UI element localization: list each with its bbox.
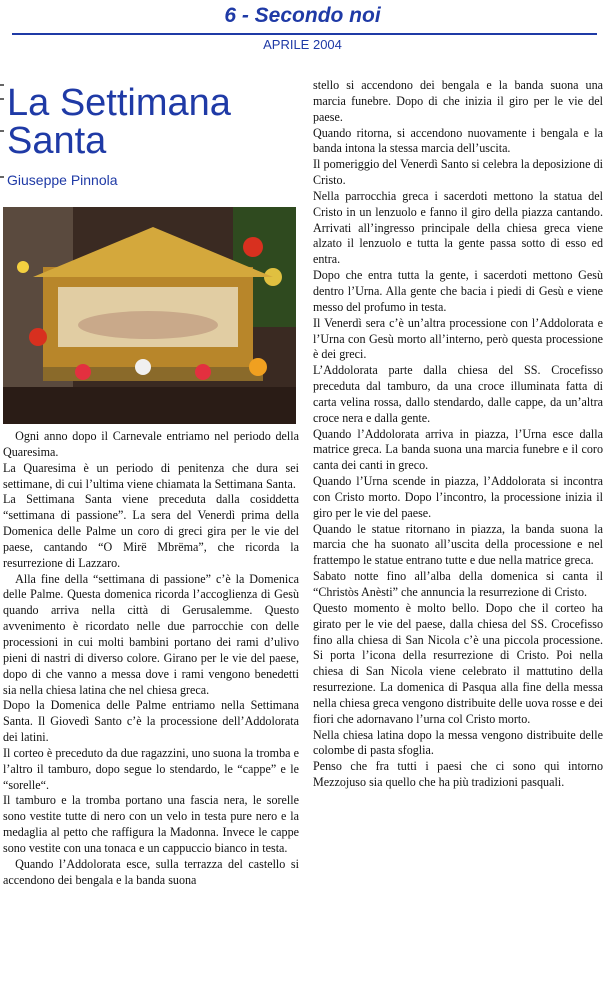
paragraph: Nella parrocchia greca i sacerdoti mettono la statua del Cristo in un lenzuolo e fanno il giro della piazza cantando. Arrivati all’ingresso principale della chiesa greca viene alzato il lenzuolo e tutta la gente passa sotto di esso ed entra. xyxy=(313,188,603,267)
article-title: La Settimana Santa xyxy=(7,82,231,162)
paragraph: stello si accendono dei bengala e la banda suona una marcia funebre. Dopo di che inizia il giro per le vie del paese. xyxy=(313,78,603,124)
paragraph: L’Addolorata parte dalla chiesa del SS. Crocefisso preceduta dal tamburo, da una croce illuminata fatta di carta velina rossa, dallo stendardo, dalle cappe, da un’altra croce nera e dalla gente. xyxy=(313,363,603,425)
article-photo xyxy=(3,207,296,424)
left-margin-fragment xyxy=(0,84,4,204)
paragraph: Dopo che entra tutta la gente, i sacerdoti mettono Gesù dentro l’Urna. Alla gente che bacia i piedi di Gesù e viene messo del profumo in testa. xyxy=(313,268,603,314)
issue-date: APRILE 2004 xyxy=(263,37,342,52)
paragraph: Il pomeriggio del Venerdì Santo si celebra la deposizione di Cristo. xyxy=(313,157,603,188)
paragraph: Questo momento è molto bello. Dopo che il corteo ha girato per le vie del paese, dalla chiesa del SS. Crocefisso fino alla chiesa di San Nicola c’è una piccola processione. Si porta l’icona della resurrezione di Cristo. Poi nella chiesa di San Nicola viene celebrato il mattutino della resurrezione. La domenica di Pasqua alla fine della messa nella chiesa greca vengono distribuite delle uova rosse e dei fiori che adornavano l’urna col Cristo morto. xyxy=(313,600,603,726)
paragraph: Alla fine della “settimana di passione” c’è la Domenica delle Palme. Questa domenica ricorda l’accoglienza di Gesù quando arriva nella città di Gerusalemme. Questo avvenimento è ricordato nelle due parrocchie con delle processioni in cui molti bambini portano dei rami d’ulivo pieni di nastri di diverso colore. Girano per le vie del paese, dopo di che vanno a messa dove i rami vengono benedetti sia nella chiesa latina che nel chiesa greca. xyxy=(3,571,299,697)
paragraph: Sabato notte fino all’alba della domenica si canta il “Christòs Anèsti” che annuncia la resurrezione di Cristo. xyxy=(313,569,603,599)
paragraph: Dopo la Domenica delle Palme entriamo nella Settimana Santa. Il Giovedì Santo c’è la processione dell’Addolorata dei latini. xyxy=(3,698,299,745)
paragraph: Quando l’Addolorata arriva in piazza, l’Urna esce dalla matrice greca. La banda suona una marcia funebre e il coro canta dei canti in greco. xyxy=(313,426,603,473)
flowers xyxy=(29,328,47,346)
article-column-right xyxy=(313,78,603,918)
paragraph: Ogni anno dopo il Carnevale entriamo nel periodo della Quaresima. xyxy=(3,429,299,459)
header-divider xyxy=(12,33,597,35)
paragraph: La Quaresima è un periodo di penitenza che dura sei settimane, di cui l’ultima viene chiamata la Settimana Santa. xyxy=(3,460,299,491)
paragraph: Quando ritorna, si accendono nuovamente i bengala e la banda intona la stessa marcia dell’uscita. xyxy=(313,125,603,156)
section-title: 6 - Secondo noi xyxy=(224,4,381,27)
paragraph: La Settimana Santa viene preceduta dalla cosiddetta “settimana di passione”. La sera del Venerdì prima della Domenica delle Palme un coro di greci gira per le vie del paese, cantando “O Mirë Mbrëma”, che ricorda la resurrezione di Lazzaro. xyxy=(3,492,299,570)
statue-of-christ xyxy=(78,311,218,339)
paragraph: Il Venerdì sera c’è un’altra processione con l’Addolorata e l’Urna con Gesù morto all’interno, però questa processione è dei greci. xyxy=(313,315,603,362)
paragraph: Quando l’Urna scende in piazza, l’Addolorata si incontra con Cristo morto. Dopo l’incontro, la processione inizia il giro per le vie del paese. xyxy=(313,474,603,520)
paragraph: Penso che fra tutti i paesi che ci sono qui intorno Mezzojuso sia quello che ha più tradizioni pasquali. xyxy=(313,759,603,790)
paragraph: Nella chiesa latina dopo la messa vengono distribuite delle colombe di pasta sfoglia. xyxy=(313,727,603,758)
paragraph: Il tamburo e la tromba portano una fascia nera, le sorelle sono vestite tutte di nero con un velo in testa pure nero e la medaglia al petto che raffigura la Madonna. Invece le cappe sono vestite con una tonaca e un cappuccio bianco in testa. xyxy=(3,793,299,855)
article-headline xyxy=(7,84,257,160)
article-column-left xyxy=(3,429,299,985)
paragraph: Quando l’Addolorata esce, sulla terrazza del castello si accendono dei bengala e la banda suona xyxy=(3,856,299,887)
author-byline: Giuseppe Pinnola xyxy=(7,172,118,188)
paragraph: Quando le statue ritornano in piazza, la banda suona la marcia che ha suonato all’uscita della processione e nel frattempo le statue entrano tutte e due nella matrice greca. xyxy=(313,521,603,568)
page-header xyxy=(0,0,605,56)
paragraph: Il corteo è preceduto da due ragazzini, uno suona la tromba e l’altro il tamburo, dopo segue lo stendardo, le “cappe” e le “sorelle“. xyxy=(3,745,299,792)
